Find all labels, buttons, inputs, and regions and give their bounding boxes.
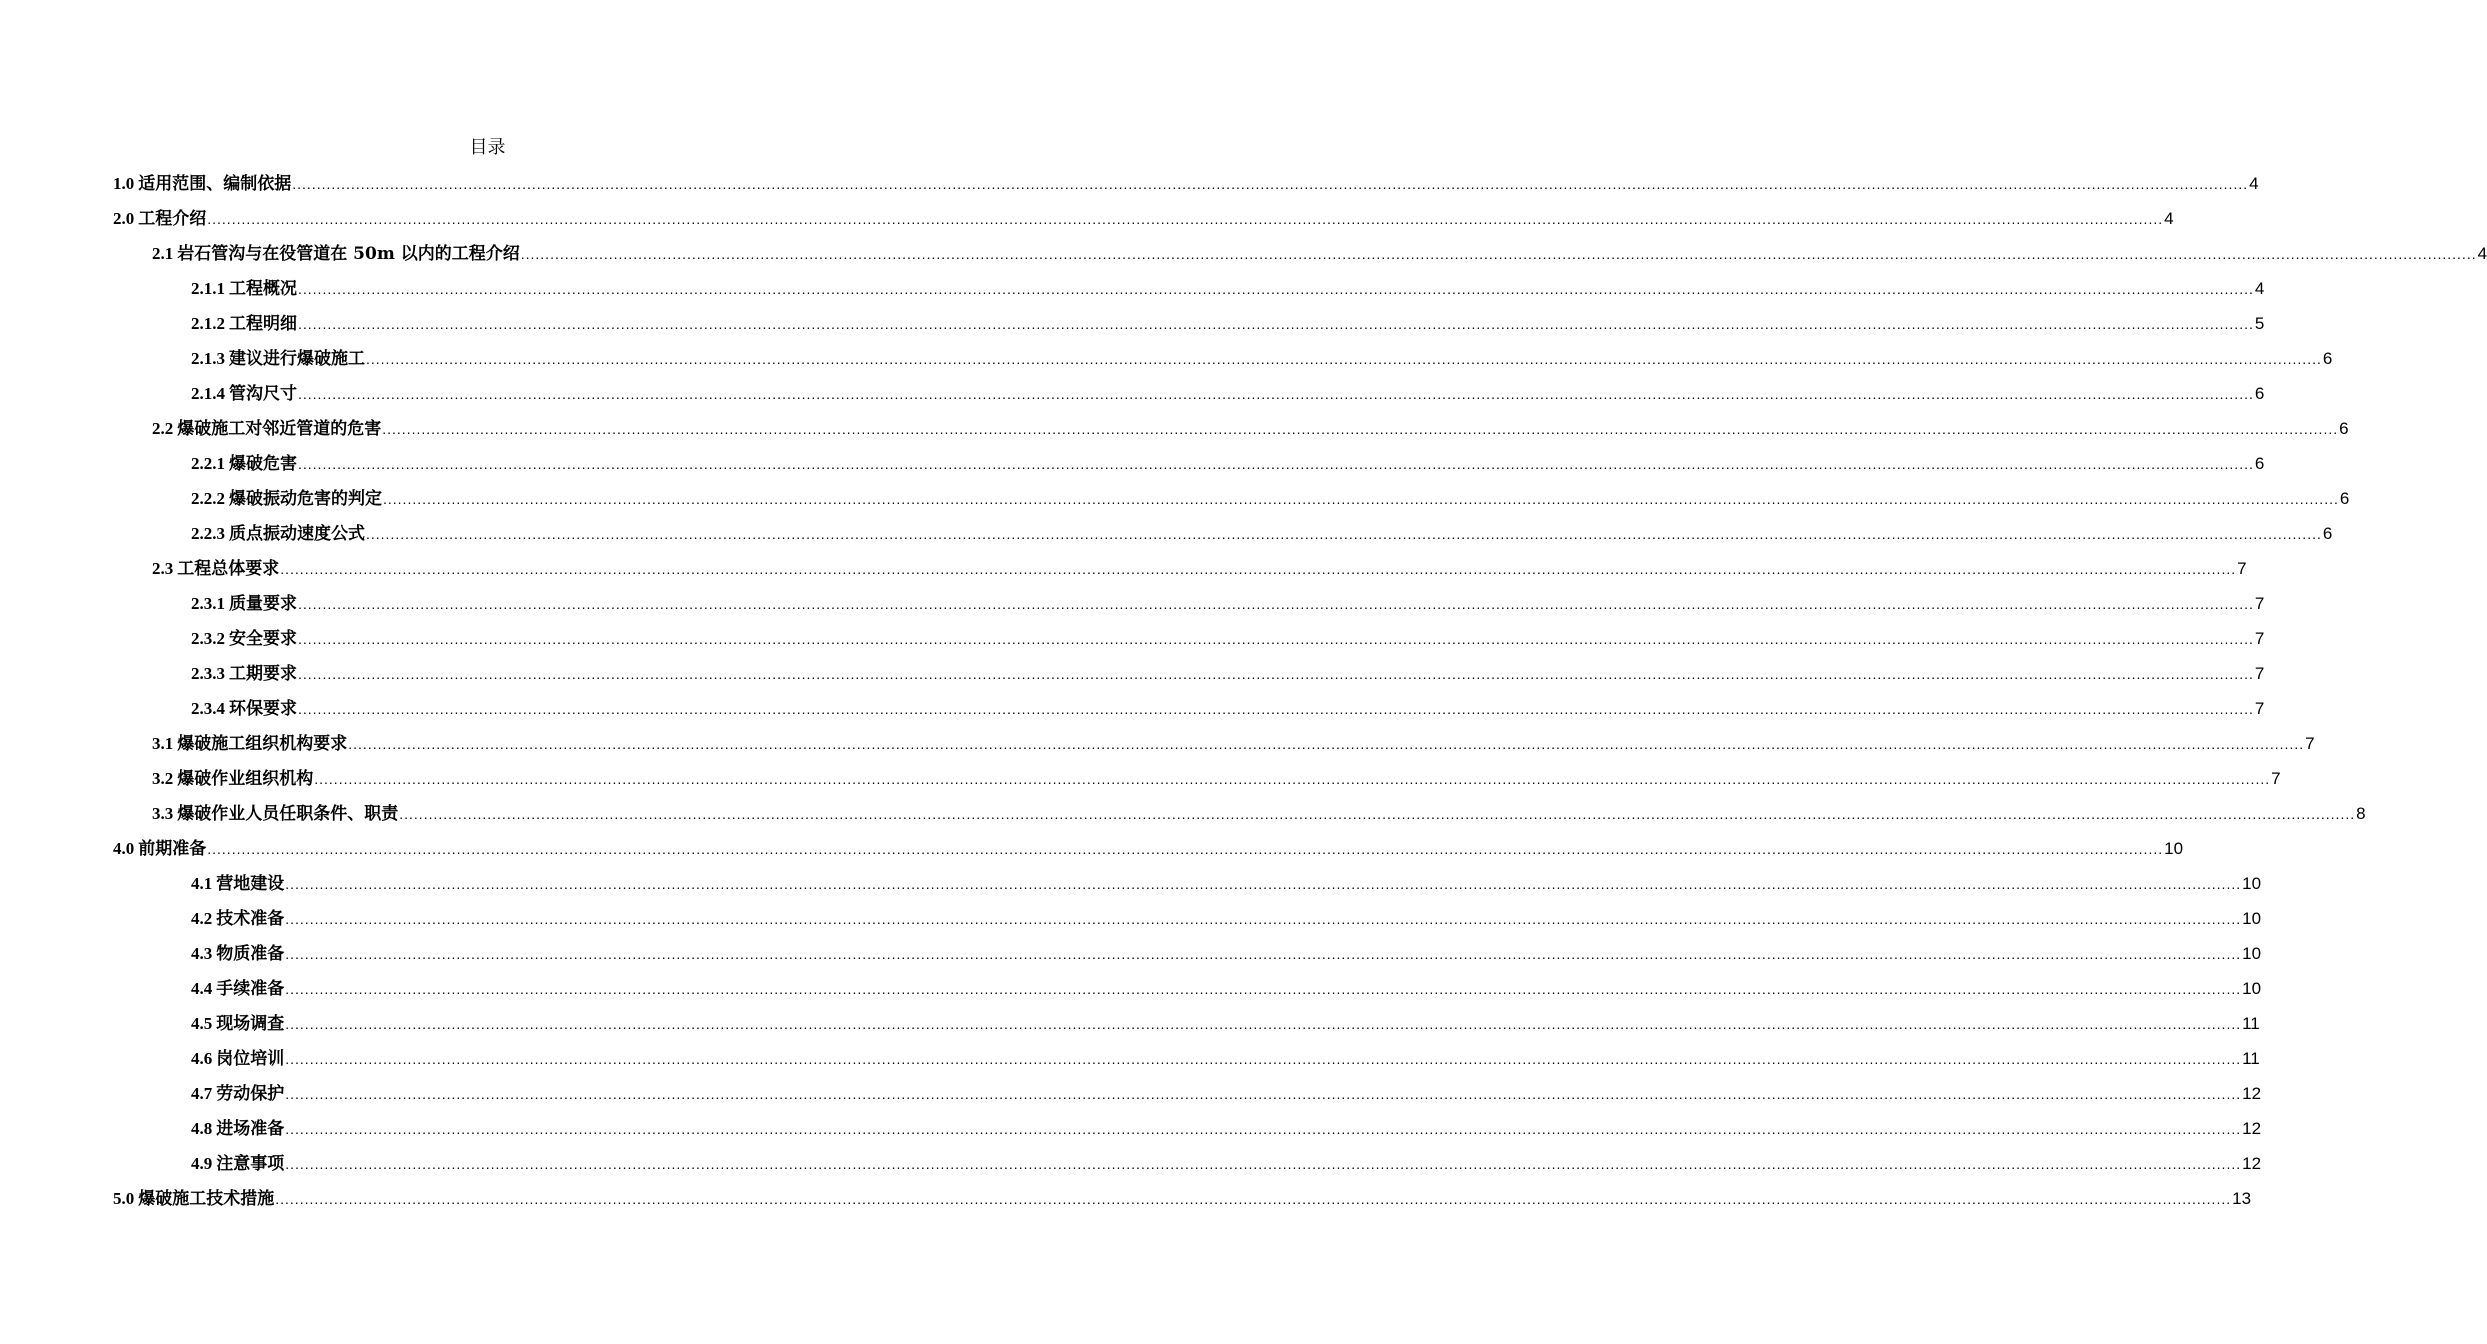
toc-entry-number: 2.1.2 [191, 314, 225, 333]
toc-entry[interactable] [191, 1076, 2262, 1106]
toc-dot-leader: ................................................................................................................................................................................................................................................................................................................................................................................................................ [298, 666, 2254, 682]
toc-entry[interactable] [152, 411, 2349, 441]
toc-entry-title: 爆破施工组织机构要求 [177, 734, 348, 754]
toc-page-number: 12 [2242, 1154, 2262, 1173]
toc-entry[interactable] [191, 1146, 2262, 1176]
toc-page-number: 7 [2271, 769, 2281, 788]
toc-entry-title: 手续准备 [216, 979, 285, 999]
toc-entry-title: 爆破危害 [229, 454, 297, 474]
toc-entry-number: 2.2.2 [191, 489, 225, 508]
toc-page-number: 7 [2237, 559, 2247, 578]
toc-entry-number: 5.0 [113, 1189, 135, 1208]
toc-entry-title: 工程总体要求 [177, 559, 280, 579]
toc-page-number: 4 [2249, 174, 2259, 193]
toc-entry[interactable] [191, 656, 2265, 686]
toc-entry-title: 技术准备 [216, 909, 285, 929]
toc-dot-leader: ................................................................................................................................................................................................................................................................................................................................................................................................................ [399, 806, 2356, 822]
toc-entry[interactable] [152, 761, 2281, 791]
toc-page-number: 4 [2164, 209, 2174, 228]
toc-entry-title: 工程明细 [229, 314, 297, 334]
toc-entry-title: 爆破作业人员任职条件、职责 [177, 804, 399, 824]
toc-entry-number: 2.2.1 [191, 454, 225, 473]
toc-entry-number: 4.6 [191, 1049, 213, 1068]
toc-page-number: 10 [2242, 909, 2262, 928]
toc-entry-title: 安全要求 [229, 629, 297, 649]
toc-dot-leader: ................................................................................................................................................................................................................................................................................................................................................................................................................ [348, 736, 2305, 752]
toc-entry[interactable] [191, 901, 2262, 931]
toc-page-number: 13 [2232, 1189, 2252, 1208]
toc-entry-number: 4.5 [191, 1014, 213, 1033]
toc-entry[interactable] [191, 1006, 2260, 1036]
toc-entry-number: 2.3.3 [191, 664, 225, 683]
toc-entry[interactable] [191, 586, 2265, 616]
toc-entry-number: 3.2 [152, 769, 174, 788]
toc-page-number: 7 [2254, 664, 2265, 683]
toc-page-number: 10 [2164, 839, 2184, 858]
toc-dot-leader: ................................................................................................................................................................................................................................................................................................................................................................................................................ [314, 771, 2271, 787]
toc-entry[interactable] [191, 516, 2333, 546]
toc-page-number: 7 [2254, 629, 2265, 648]
toc-page-number: 12 [2242, 1084, 2262, 1103]
toc-dot-leader: ................................................................................................................................................................................................................................................................................................................................................................................................................ [285, 981, 2242, 997]
toc-entry-title: 工程概况 [229, 279, 297, 299]
toc-entry[interactable] [113, 201, 2174, 231]
toc-entry[interactable] [191, 971, 2262, 1001]
toc-entry-title: 爆破振动危害的判定 [229, 489, 382, 509]
toc-entry-number: 1.0 [113, 174, 135, 193]
toc-dot-leader: ................................................................................................................................................................................................................................................................................................................................................................................................................ [285, 1016, 2242, 1032]
toc-dot-leader: ................................................................................................................................................................................................................................................................................................................................................................................................................ [275, 1191, 2232, 1207]
toc-dot-leader: ................................................................................................................................................................................................................................................................................................................................................................................................................ [298, 386, 2254, 402]
toc-entry-number: 2.3.4 [191, 699, 225, 718]
toc-page-number: 6 [2322, 524, 2333, 543]
toc-dot-leader: ................................................................................................................................................................................................................................................................................................................................................................................................................ [366, 351, 2322, 367]
toc-entry-number: 2.1 [152, 244, 174, 263]
toc-dot-leader: ................................................................................................................................................................................................................................................................................................................................................................................................................ [285, 1156, 2242, 1172]
toc-entry[interactable] [152, 236, 2487, 266]
toc-page-number: 7 [2305, 734, 2315, 753]
toc-dot-leader: ................................................................................................................................................................................................................................................................................................................................................................................................................ [298, 701, 2254, 717]
toc-page-number: 10 [2242, 944, 2262, 963]
toc-dot-leader: ................................................................................................................................................................................................................................................................................................................................................................................................................ [298, 631, 2254, 647]
toc-dot-leader: ................................................................................................................................................................................................................................................................................................................................................................................................................ [285, 876, 2242, 892]
toc-dot-leader: ................................................................................................................................................................................................................................................................................................................................................................................................................ [298, 316, 2254, 332]
toc-dot-leader: ................................................................................................................................................................................................................................................................................................................................................................................................................ [298, 456, 2254, 472]
toc-page-number: 8 [2356, 804, 2366, 823]
toc-entry-title: 注意事项 [216, 1154, 285, 1174]
toc-entry-number: 2.1.1 [191, 279, 225, 298]
toc-entry-number: 4.3 [191, 944, 213, 963]
toc-entry-title: 质点振动速度公式 [229, 524, 365, 544]
toc-entry-title: 爆破施工对邻近管道的危害 [177, 419, 382, 439]
toc-entry[interactable] [152, 551, 2247, 581]
toc-entry-number: 4.7 [191, 1084, 213, 1103]
toc-entry-title: 环保要求 [229, 699, 297, 719]
toc-entry-number: 2.3.1 [191, 594, 225, 613]
toc-entry[interactable] [191, 621, 2265, 651]
toc-entry-title: 适用范围、编制依据 [138, 174, 292, 194]
toc-dot-leader: ................................................................................................................................................................................................................................................................................................................................................................................................................ [366, 526, 2322, 542]
toc-entry[interactable] [191, 691, 2265, 721]
toc-entry-title: 前期准备 [138, 839, 207, 859]
toc-page-number: 11 [2242, 1014, 2260, 1033]
toc-dot-leader: ................................................................................................................................................................................................................................................................................................................................................................................................................ [285, 911, 2242, 927]
toc-entry[interactable] [191, 866, 2262, 896]
toc-entry[interactable] [191, 341, 2333, 371]
toc-entry-number: 2.0 [113, 209, 135, 228]
toc-entry[interactable] [191, 446, 2265, 476]
toc-dot-leader: ................................................................................................................................................................................................................................................................................................................................................................................................................ [207, 841, 2164, 857]
toc-entry[interactable] [191, 1041, 2260, 1071]
toc-entry-title: 爆破施工技术措施 [138, 1189, 275, 1209]
toc-entry-number: 2.2.3 [191, 524, 225, 543]
toc-page-number: 4 [2477, 244, 2487, 263]
toc-dot-leader: ................................................................................................................................................................................................................................................................................................................................................................................................................ [285, 1051, 2242, 1067]
toc-page-number: 10 [2242, 979, 2262, 998]
toc-dot-leader: ................................................................................................................................................................................................................................................................................................................................................................................................................ [292, 176, 2249, 192]
toc-entry-title: 进场准备 [216, 1119, 285, 1139]
toc-entry-title: 现场调查 [216, 1014, 285, 1034]
toc-entry-number: 4.8 [191, 1119, 213, 1138]
toc-entry[interactable] [152, 726, 2315, 756]
toc-entry-number: 4.9 [191, 1154, 213, 1173]
toc-entry[interactable] [191, 481, 2350, 511]
toc-entry[interactable] [191, 936, 2262, 966]
toc-entry-number: 2.2 [152, 419, 174, 438]
toc-entry-number: 2.3.2 [191, 629, 225, 648]
toc-entry-number: 3.3 [152, 804, 174, 823]
toc-entry-number: 4.4 [191, 979, 213, 998]
toc-title: 目录 [469, 137, 506, 158]
toc-entry[interactable] [191, 376, 2265, 406]
toc-entry-title: 管沟尺寸 [229, 384, 297, 404]
toc-page-number: 6 [2322, 349, 2333, 368]
toc-entry-title: 工期要求 [229, 664, 297, 684]
toc-entry-title: 岩石管沟与在役管道在 50m 以内的工程介绍 [177, 244, 520, 264]
toc-page-number: 12 [2242, 1119, 2262, 1138]
toc-entry-title: 建议进行爆破施工 [229, 349, 365, 369]
toc-dot-leader: ................................................................................................................................................................................................................................................................................................................................................................................................................ [382, 421, 2339, 437]
toc-dot-leader: ................................................................................................................................................................................................................................................................................................................................................................................................................ [207, 211, 2164, 227]
toc-entry-number: 4.1 [191, 874, 213, 893]
toc-page-number: 6 [2254, 454, 2265, 473]
toc-entry-number: 2.1.4 [191, 384, 225, 403]
toc-page-number: 10 [2242, 874, 2262, 893]
toc-entry[interactable] [191, 1111, 2262, 1141]
toc-entry[interactable] [152, 796, 2366, 826]
toc-entry-title: 岗位培训 [216, 1049, 285, 1069]
toc-dot-leader: ................................................................................................................................................................................................................................................................................................................................................................................................................ [285, 1121, 2242, 1137]
toc-page-number: 11 [2242, 1049, 2260, 1068]
toc-entry-title: 质量要求 [229, 594, 297, 614]
toc-entry-number: 2.1.3 [191, 349, 225, 368]
toc-dot-leader: ................................................................................................................................................................................................................................................................................................................................................................................................................ [298, 596, 2254, 612]
toc-dot-leader: ................................................................................................................................................................................................................................................................................................................................................................................................................ [383, 491, 2339, 507]
toc-entry-number: 2.3 [152, 559, 174, 578]
toc-dot-leader: ................................................................................................................................................................................................................................................................................................................................................................................................................ [285, 946, 2242, 962]
toc-entry-title: 营地建设 [216, 874, 285, 894]
toc-entry[interactable] [191, 306, 2265, 336]
toc-entry-number: 4.0 [113, 839, 135, 858]
toc-entry-number: 3.1 [152, 734, 174, 753]
toc-entry[interactable] [113, 831, 2184, 861]
toc-entry[interactable] [113, 1181, 2252, 1211]
toc-entry-title: 劳动保护 [216, 1084, 285, 1104]
toc-entry-title: 物质准备 [216, 944, 285, 964]
toc-entry[interactable] [191, 271, 2265, 301]
toc-dot-leader: ................................................................................................................................................................................................................................................................................................................................................................................................................ [280, 561, 2237, 577]
toc-dot-leader: ................................................................................................................................................................................................................................................................................................................................................................................................................ [298, 281, 2254, 297]
toc-entry-title: 工程介绍 [138, 209, 207, 229]
toc-page-number: 5 [2254, 314, 2265, 333]
toc-entry[interactable] [113, 166, 2259, 196]
toc-page-number: 6 [2254, 384, 2265, 403]
toc-page-number: 4 [2254, 279, 2265, 298]
toc-page-number: 6 [2339, 489, 2350, 508]
toc-page-number: 6 [2339, 419, 2349, 438]
toc-entry-number: 4.2 [191, 909, 213, 928]
toc-dot-leader: ................................................................................................................................................................................................................................................................................................................................................................................................................ [285, 1086, 2242, 1102]
toc-entry-title: 爆破作业组织机构 [177, 769, 314, 789]
toc-page-number: 7 [2254, 594, 2265, 613]
toc-dot-leader: ................................................................................................................................................................................................................................................................................................................................................................................................................ [520, 246, 2477, 262]
toc-page-number: 7 [2254, 699, 2265, 718]
